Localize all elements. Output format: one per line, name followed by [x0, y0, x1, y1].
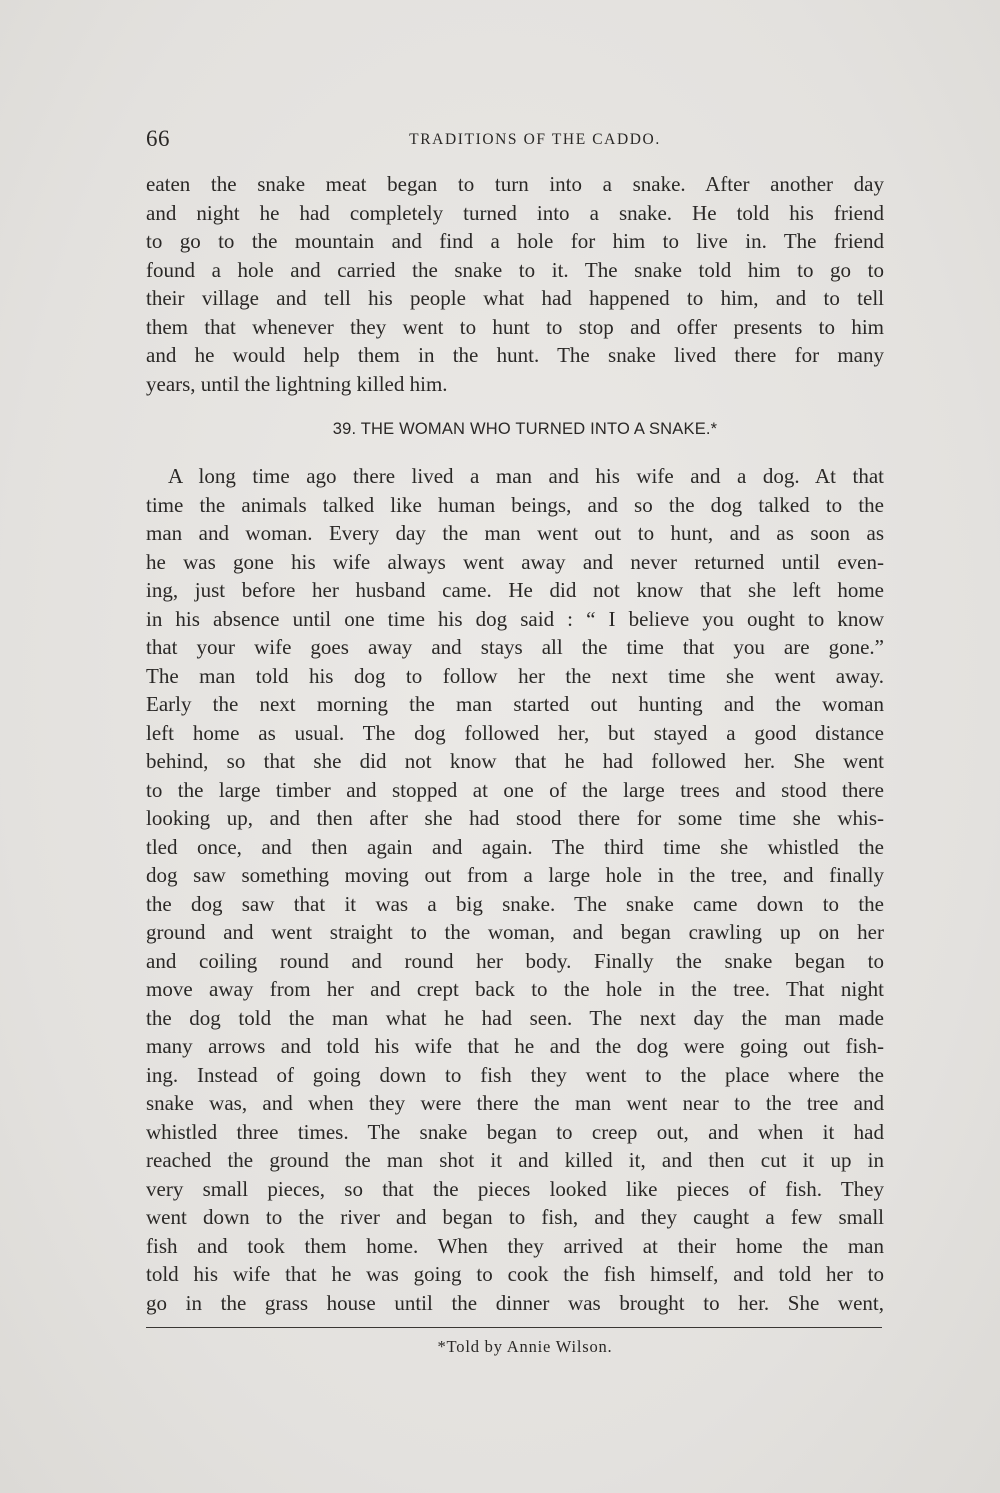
- text-line: dog saw something moving out from a large hole in the tree, and finally: [146, 863, 884, 887]
- text-line: many arrows and told his wife that he and the dog were going out fish-: [146, 1034, 884, 1058]
- text-line: ing, just before her husband came. He did not know that she left home: [146, 578, 884, 602]
- text-line: time the animals talked like human beings, and so the dog talked to the: [146, 492, 884, 517]
- text-line: very small pieces, so that the pieces looked like pieces of fish. They: [146, 1176, 884, 1201]
- text-line: and night he had completely turned into a snake. He told his friend: [146, 200, 884, 225]
- text-line: behind, so that she did not know that he had followed her. She went: [146, 749, 884, 773]
- text-line: whistled three times. The snake began to creep out, and when it had: [146, 1119, 884, 1144]
- text-line: The man told his dog to follow her the next time she went away.: [146, 663, 884, 688]
- story-paragraph: [146, 462, 884, 1317]
- page-number: 66: [146, 126, 170, 151]
- text-line: snake was, and when they were there the man went near to the tree and: [146, 1091, 884, 1115]
- text-line: years, until the lightning killed him.: [146, 371, 448, 396]
- text-line: and coiling round and round her body. Finally the snake began to: [146, 948, 884, 973]
- text-line: ground and went straight to the woman, and began crawling up on her: [146, 920, 884, 944]
- section-title: 39. THE WOMAN WHO TURNED INTO A SNAKE.*: [332, 420, 718, 438]
- text-line: the dog saw that it was a big snake. The snake came down to the: [146, 891, 884, 916]
- text-line: and he would help them in the hunt. The snake lived there for many: [146, 343, 884, 367]
- text-line: them that whenever they went to hunt to stop and offer presents to him: [146, 314, 884, 339]
- text-line: left home as usual. The dog followed her, but stayed a good distance: [146, 720, 884, 745]
- text-line: fish and took them home. When they arrived at their home the man: [146, 1233, 884, 1258]
- text-line: move away from her and crept back to the hole in the tree. That night: [146, 977, 884, 1001]
- text-line: man and woman. Every day the man went out to hunt, and as soon as: [146, 521, 884, 545]
- text-line: reached the ground the man shot it and killed it, and then cut it up in: [146, 1148, 884, 1172]
- intro-paragraph: [146, 170, 884, 398]
- text-line: went down to the river and began to fish, and they caught a few small: [146, 1205, 884, 1229]
- text-line: to go to the mountain and find a hole for him to live in. The friend: [146, 229, 884, 253]
- running-head: TRADITIONS OF THE CADDO.: [409, 131, 661, 148]
- text-line: found a hole and carried the snake to it. The snake told him to go to: [146, 257, 884, 282]
- text-line: told his wife that he was going to cook the fish himself, and told her to: [146, 1262, 884, 1286]
- text-line: to the large timber and stopped at one of the large trees and stood there: [146, 777, 884, 802]
- text-line: looking up, and then after she had stood there for some time she whis-: [146, 806, 884, 830]
- footnote-divider: [146, 1327, 882, 1328]
- text-line: their village and tell his people what had happened to him, and to tell: [146, 286, 884, 310]
- text-line: tled once, and then again and again. The third time she whistled the: [146, 834, 884, 859]
- text-line: Early the next morning the man started out hunting and the woman: [146, 692, 884, 716]
- text-line: in his absence until one time his dog said : “ I believe you ought to know: [146, 606, 884, 631]
- text-line: A long time ago there lived a man and his wife and a dog. At that: [168, 464, 884, 488]
- text-line: he was gone his wife always went away and never returned until even-: [146, 549, 884, 574]
- footnote: *Told by Annie Wilson.: [437, 1337, 613, 1356]
- text-line: go in the grass house until the dinner was brought to her. She went,: [146, 1290, 884, 1315]
- text-line: that your wife goes away and stays all the time that you are gone.”: [146, 635, 884, 659]
- text-line: the dog told the man what he had seen. The next day the man made: [146, 1005, 884, 1030]
- page-header: [146, 122, 884, 162]
- text-line: ing. Instead of going down to fish they went to the place where the: [146, 1062, 884, 1087]
- text-line: eaten the snake meat began to turn into a snake. After another day: [146, 172, 884, 196]
